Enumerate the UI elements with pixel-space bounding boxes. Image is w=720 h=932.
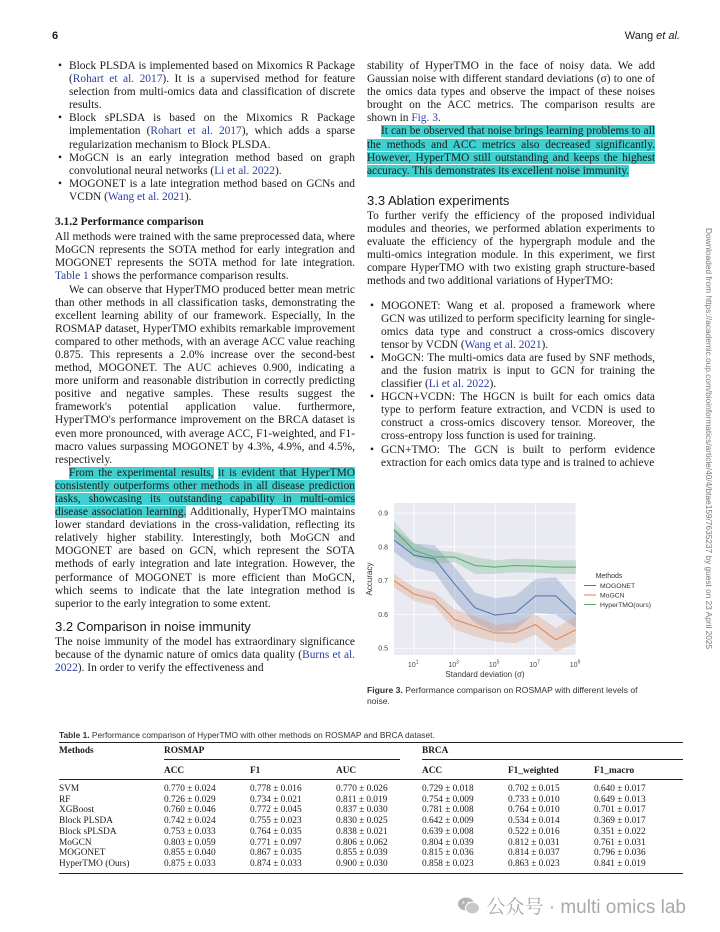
citation-link[interactable]: Wang et al. 2021 [107,190,185,203]
figure-link[interactable]: Fig. 3 [411,112,438,125]
table-row [59,816,683,827]
paragraph [367,125,655,177]
metric-cell: 0.701 ± 0.017 [594,805,646,816]
citation-link[interactable]: Li et al. 2022 [214,164,275,177]
metric-cell: 0.804 ± 0.039 [422,837,474,848]
metric-cell: 0.772 ± 0.045 [250,805,302,816]
metric-cell: 0.753 ± 0.033 [164,826,216,837]
metric-cell: 0.702 ± 0.015 [508,784,560,794]
list-item: • Block sPLSDA is based on the Mixomics R Package implementation (Rohart et al. 2017), which adds a sparse regularization mechanism to Block PLSDA. [69,112,355,151]
metric-cell: 0.855 ± 0.039 [336,848,388,859]
y-tick-label: 0.8 [378,544,388,552]
legend [584,573,651,609]
highlight: it is evident that HyperTMO consistently outperforms other methods in all disease prediction tasks, showcasing its outstanding capability in multi-omics disease association learning. [55,466,355,519]
metric-cell: 0.534 ± 0.014 [508,816,560,827]
metric-cell: 0.734 ± 0.021 [250,794,302,805]
metric-cell: 0.733 ± 0.010 [508,794,560,805]
metric-cell: 0.642 ± 0.009 [422,816,474,827]
list-item: • HGCN+VCDN: The HGCN is built for each omics data type to perform feature extraction, and VCDN is used to construct a cross-omics discovery tensor. Moreover, the cross-entropy loss function is used for training. [381,391,655,443]
metric-cell: 0.806 ± 0.062 [336,837,388,848]
metric-cell: 0.781 ± 0.008 [422,805,474,816]
metric-cell: 0.726 ± 0.029 [164,794,216,805]
metric-cell: 0.837 ± 0.030 [336,805,388,816]
method-name: MOGONET [59,848,106,859]
metric-cell: 0.770 ± 0.024 [164,784,216,794]
paragraph: From the experimental results, it is evident that HyperTMO consistently outperforms other methods in all disease prediction tasks, showcasing its outstanding capability in multi-omics disease association learning. Additionally, HyperTMO maintains lower standard deviations in the cross-validation, reflecting its relatively higher stability. Interestingly, both MoGCN and MOGONET are based on GCN, which represent the SOTA methods of early integration and late integration. However, the performance of MOGONET is more efficient than MoGCN, which seems to indicate that the late integration method is superior to the early integration to some extent. [55,466,356,610]
metric-cell: 0.522 ± 0.016 [508,826,560,837]
paragraph: To further verify the efficiency of the proposed individual modules and theories, we performed ablation experiments to evaluate the efficiency of the hypergraph module and the multi-omics integration module. In this experiment, we first compare HyperTMO with two existing graph structure-based methods and two additional variations of HyperTMO: [367,209,655,288]
x-tick-label: $10^7$ [529,659,540,669]
x-tick-exponent: 1 [415,659,419,666]
column-header-methods: Methods [59,743,164,780]
metric-cell: 0.867 ± 0.035 [250,848,302,859]
list-item: • MOGONET: Wang et al. proposed a framework where GCN was utilized to perform specificity learning for single-omics data type and construct a cross-omics discovery tensor by VCDN (Wang et al. 2021). [381,300,655,352]
metric-cell: 0.761 ± 0.031 [594,837,646,848]
download-notice: Downloaded from https://academic.oup.com/bioinformatics/article/40/4/btae159/7635237 by guest on 23 April 2025 [704,228,714,650]
y-tick-label: 0.7 [378,578,388,586]
metric-cell: 0.841 ± 0.019 [594,858,646,869]
paragraph: stability of HyperTMO in the face of noisy data. We add Gaussian noise with different standard deviations (σ) to one of the omics data types and observe the impact of these noises brought on the ACC metrics. The comparison results are shown in Fig. 3. [367,60,655,125]
x-axis-label: Standard deviation (σ) [445,670,525,679]
metric-cell: 0.764 ± 0.010 [508,805,560,816]
figure-caption: Figure 3. Performance comparison on ROSMAP with different levels of noise. [367,685,638,706]
method-name: RF [59,794,71,805]
section-title: 3.3 Ablation experiments [367,192,510,208]
citation-link[interactable]: Li et al. 2022 [428,378,490,391]
metric-cell: 0.742 ± 0.024 [164,816,216,827]
legend-label: MOGONET [600,583,636,590]
metric-cell: 0.770 ± 0.026 [336,784,388,794]
metric-cell: 0.858 ± 0.023 [422,858,474,869]
list-item: • MOGONET is a late integration method based on GCNs and VCDN (Wang et al. 2021). [69,178,355,204]
metric-cell: 0.815 ± 0.036 [422,848,474,859]
group-header-brca: BRCA [422,743,683,764]
metric-cell: 0.875 ± 0.033 [164,858,216,869]
page-number: 6 [52,30,59,42]
metric-cell: 0.863 ± 0.023 [508,858,560,869]
column-header: F1 [250,766,261,776]
metric-cell: 0.830 ± 0.025 [336,816,388,827]
citation-link[interactable]: Burns et al. 2022 [55,649,356,675]
metric-cell: 0.755 ± 0.023 [250,816,302,827]
method-list [55,60,355,204]
column-header: AUC [336,766,357,776]
left-column [55,60,355,675]
metric-cell: 0.754 ± 0.009 [422,794,474,805]
highlight: From the experimental results, [69,466,214,479]
x-tick-exponent: 3 [456,659,459,666]
citation-link[interactable]: Rohart et al. 2017 [150,125,242,138]
metric-cell: 0.811 ± 0.019 [336,794,388,805]
watermark: 公众号 · multi omics lab [458,892,686,919]
x-tick-label: $10^1$ [407,659,419,669]
legend-title: Methods [595,573,623,580]
column-header: F1_weighted [508,766,559,776]
metric-cell: 0.803 ± 0.059 [164,837,216,848]
legend-label: MoGCN [600,592,625,600]
group-header-rosmap: ROSMAP [164,743,422,764]
table-caption: Table 1. Performance comparison of HyperTMO with other methods on ROSMAP and BRCA dataset. [59,730,435,740]
column-header: ACC [164,766,185,776]
metric-cell: 0.778 ± 0.016 [250,784,302,794]
table-row [59,827,683,838]
citation-link[interactable]: Rohart et al. 2017 [72,73,163,86]
metric-cell: 0.639 ± 0.008 [422,826,474,837]
metric-cell: 0.900 ± 0.030 [336,858,388,869]
table-body [59,780,683,874]
list-item: • MoGCN is an early integration method based on graph convolutional neural networks (Li et al. 2022). [69,152,355,178]
subsection-title: 3.1.2 Performance comparison [55,216,204,229]
method-name: Block sPLSDA [59,826,117,837]
x-tick-exponent: 9 [577,659,581,666]
paragraph: All methods were trained with the same preprocessed data, where MoGCN represents the SOTA method for early integration and MOGONET represents the SOTA method for late integration. Table 1 shows the performance comparison results. [55,231,355,283]
method-name: Block PLSDA [59,816,113,827]
table-row [59,780,683,795]
metric-cell: 0.729 ± 0.018 [422,784,474,794]
metric-cell: 0.812 ± 0.031 [508,837,560,848]
table-row [59,838,683,849]
method-name: XGBoost [59,805,95,816]
noise-accuracy-chart [362,495,672,685]
y-tick-label: 0.5 [378,645,388,653]
list-item: • MoGCN: The multi-omics data are fused by SNF methods, and the fusion matrix is input to GCN for training the classifier (Li et al. 2022). [381,352,655,391]
y-ticks [378,511,388,653]
column-header: F1_macro [594,766,635,776]
y-axis-label: Accuracy [365,562,374,596]
right-column [367,60,655,470]
metric-cell: 0.351 ± 0.022 [594,826,646,837]
column-header: ACC [422,766,443,776]
metric-cell: 0.764 ± 0.035 [250,826,302,837]
figure-3 [362,495,672,710]
y-tick-label: 0.6 [378,611,388,619]
ablation-list [367,300,655,470]
x-ticks [408,660,581,670]
list-item: • GCN+TMO: The GCN is built to perform evidence extraction for each omics data type and is trained to achieve [381,444,655,470]
table-link[interactable]: Table 1 [55,270,89,283]
metric-cell: 0.771 ± 0.097 [250,837,302,848]
metric-cell: 0.874 ± 0.033 [250,858,302,869]
paragraph: We can observe that HyperTMO produced better mean metric than other methods in all classification tasks, demonstrating the excellent learning ability of our framework. Especially, In the ROSMAP dataset, HyperTMO exhibits remarkable improvement compared to other methods, with an average ACC value reaching 0.875. This represents a 2.0% increase over the second-best method, MOGONET. The AUC achieves 0.900, indicating a more uniform and reasonable distribution in correctly predicting positive and negative samples. These results suggest the framework's potential application value. furthermore, HyperTMO's performance improvement on the BRCA dataset is even more pronounced, with average ACC, F1-weighted, and F1-macro values surpassing MOGONET by 4.3%, 4.9%, and 4.5%, respectively. [55,283,355,466]
table-row [59,859,683,873]
metric-cell: 0.760 ± 0.046 [164,805,216,816]
table-row [59,795,683,806]
x-tick-exponent: 5 [496,659,500,666]
highlight: It can be observed that noise brings learning problems to all the methods and ACC metrics also decreased significantly. However, HyperTMO still outstanding and keeps the highest accuracy. This demonstrates its excellent noise immunity. [367,125,655,177]
paragraph: The noise immunity of the model has extraordinary significance because of the dynamic nature of omics data quality (Burns et al. 2022). In order to verify the effectiveness and [55,635,356,675]
x-tick-label: $10^3$ [448,659,459,669]
y-tick-label: 0.9 [378,510,388,518]
table-row [59,805,683,816]
metric-cell: 0.796 ± 0.036 [594,848,646,859]
list-item: • Block PLSDA is implemented based on Mixomics R Package (Rohart et al. 2017). It is a supervised method for feature selection from multi-omics data and classification of discrete results. [69,60,355,112]
metric-cell: 0.649 ± 0.013 [594,794,646,805]
metric-cell: 0.838 ± 0.021 [336,826,388,837]
method-name: SVM [59,784,80,794]
metric-cell: 0.814 ± 0.037 [508,848,560,859]
results-table [59,742,683,874]
running-head: Wang et al. [624,30,680,42]
metric-cell: 0.369 ± 0.017 [594,816,646,827]
method-name: MoGCN [59,837,92,848]
wechat-icon [458,897,480,915]
x-tick-label: $10^5$ [488,659,500,669]
citation-link[interactable]: Wang et al. 2021 [464,338,542,351]
section-title: 3.2 Comparison in noise immunity [55,618,251,634]
x-tick-label: $10^9$ [569,659,581,669]
table-row [59,848,683,859]
method-name: HyperTMO (Ours) [59,858,130,869]
metric-cell: 0.640 ± 0.017 [594,784,646,794]
metric-cell: 0.855 ± 0.040 [164,848,216,859]
legend-label: HyperTMO(ours) [600,602,651,609]
x-tick-exponent: 7 [537,659,540,666]
